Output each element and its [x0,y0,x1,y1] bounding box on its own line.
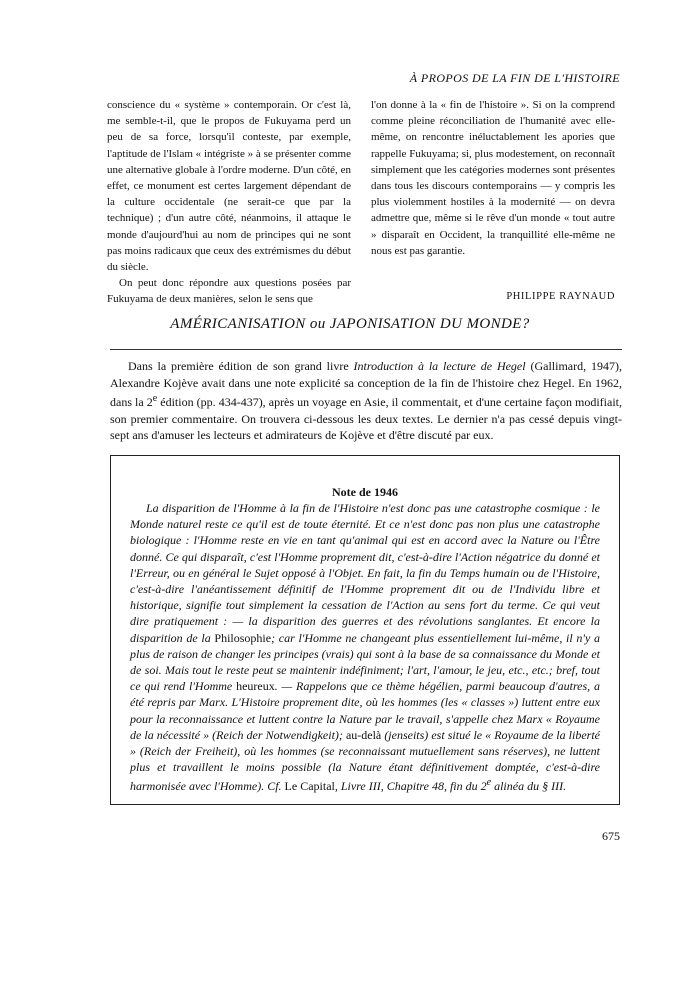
note-text-a: La disparition de l'Homme à la fin de l'Histoire n'est donc pas une catastrophe cosmique : le Monde naturel reste ce qu'il est de toute éternité. Et ce n'est donc pas non plus une catastrophe biologique : l'Homme reste en vie en tant qu'animal qui est en accord avec la Nature ou l'Être donné. Ce qui disparaît, c'est l'Homme proprement dit, c'est-à-dire l'Action négatrice du donné et l'Erreur, ou en général le Sujet opposé à l'Objet. En fait, la fin du Temps humain ou de l'Histoire, c'est-à-dire l'anéantissement définitif de l'Homme proprement dit ou de l'Individu libre et historique, signifie tout simplement la cessation de l'Action au sens fort du terme. Ce qui veut dire pratiquement : — la disparition des guerres et des révolutions sanglantes. Et encore la disparition de la [130,501,600,645]
running-head: À PROPOS DE LA FIN DE L'HISTOIRE [409,71,620,85]
intro-text-part-2: (Gallimard, 1947), Alexandre Kojève avait dans une note explicité sa conception de la fin de l'histoire chez Hegel. En 1962, dans la 2 [110,359,622,409]
note-text-heureux: heureux [236,679,275,694]
note-text-c: ; car l'Homme ne changeant plus essentiellement lui-même, il n'y a plus de raison de changer les principes (vrais) qui sont à la base de sa connaissance du Monde et de soi. Mais tout le reste peut se maintenir indéfiniment; l'art, l'amour, le jeu, etc., etc.; bref, tout ce qui rend l'Homme [130,630,600,694]
right-column [371,97,615,259]
left-paragraph-2: On peut donc répondre aux questions posées par Fukuyama de deux manières, selon le sens que [107,277,351,306]
note-text-cf: Cf. [267,779,282,794]
intro-text-part-1: Dans la première édition de son grand livre [128,359,354,373]
author-signature: PHILIPPE RAYNAUD [506,291,615,302]
left-column [107,97,351,308]
divider-rule [110,349,622,350]
note-body [130,500,600,795]
note-text-g: (jenseits) est situé le « Royaume de la liberté » (Reich der Freiheit), où les hommes (se reconnaissant mutuellement sans réserves), ne luttent plus et travaillent le moins possible (la Nature étant définitivement domptée, c'est-à-dire harmonisée avec l'Homme). [130,727,600,794]
note-text-l: alinéa du § III. [491,779,567,794]
note-text-e: . — Rappelons que ce thème hégélien, parmi beaucoup d'autres, a été repris par Marx. L'Histoire proprement dite, où les hommes (les « classes ») luttent entre eux pour la reconnaissance et luttent contre la Nature par le travail, s'appelle chez Marx « Royaume de la nécessité » (Reich der Notwendigkeit); [130,679,600,742]
note-text-philosophie: Philosophie [214,630,272,645]
left-paragraph-1: conscience du « système » contemporain. Or c'est là, me semble-t-il, que le propos de Fukuyama perd un peu de sa force, lorsqu'il conteste, par exemple, l'aptitude de l'Islam « intégriste » à se présenter comme une alternative globale à l'ordre moderne. D'un côté, en effet, ce monument est certes largement dépendant de la culture occidentale (ne serait-ce que par la technique) ; d'un autre côté, néanmoins, il attaque le monde d'aujourd'hui au nom de principes qui ne sont pas moins radicaux que ceux des extrémismes du début du siècle. [107,99,351,274]
note-title: Note de 1946 [332,485,398,499]
note-superscript: e [486,777,492,789]
section-title: AMÉRICANISATION ou JAPONISATION DU MONDE? [170,316,530,332]
book-title: Introduction à la lecture de Hegel [353,359,526,373]
right-paragraph-1: l'on donne à la « fin de l'histoire ». Si on la comprend comme pleine réconciliation de l'humanité avec elle-même, on rencontre inéluctablement les apories que rappelle Fukuyama; si, plus modestement, on reconnaît simplement que les catégories modernes sont présentes dans tous les discours contemporains — y compris les plus violemment hostiles à la modernité — on devra admettre que, même si le rêve d'un monde « tout autre » disparaît en Occident, la tranquillité elle-même ne nous est pas garantie. [371,99,615,257]
note-text-le-capital: Le Capital [281,779,335,794]
note-text-au-dela: au-delà [345,727,382,742]
page-number: 675 [602,829,620,843]
note-paragraph [130,500,600,795]
edition-superscript: e [152,393,158,404]
intro-paragraph [110,358,622,444]
intro-text-part-3: édition (pp. 434-437), après un voyage en Asie, il commentait, et d'une certaine façon modifiait, son premier commentaire. On trouvera ci-dessous les deux textes. Le dernier n'a pas cessé depuis vingt-sept ans d'amuser les lecteurs et admirateurs de Kojève et d'être discuté par eux. [110,395,622,442]
note-text-j: , Livre III, Chapitre 48, fin du 2 [334,779,487,794]
intro-text [110,358,622,444]
